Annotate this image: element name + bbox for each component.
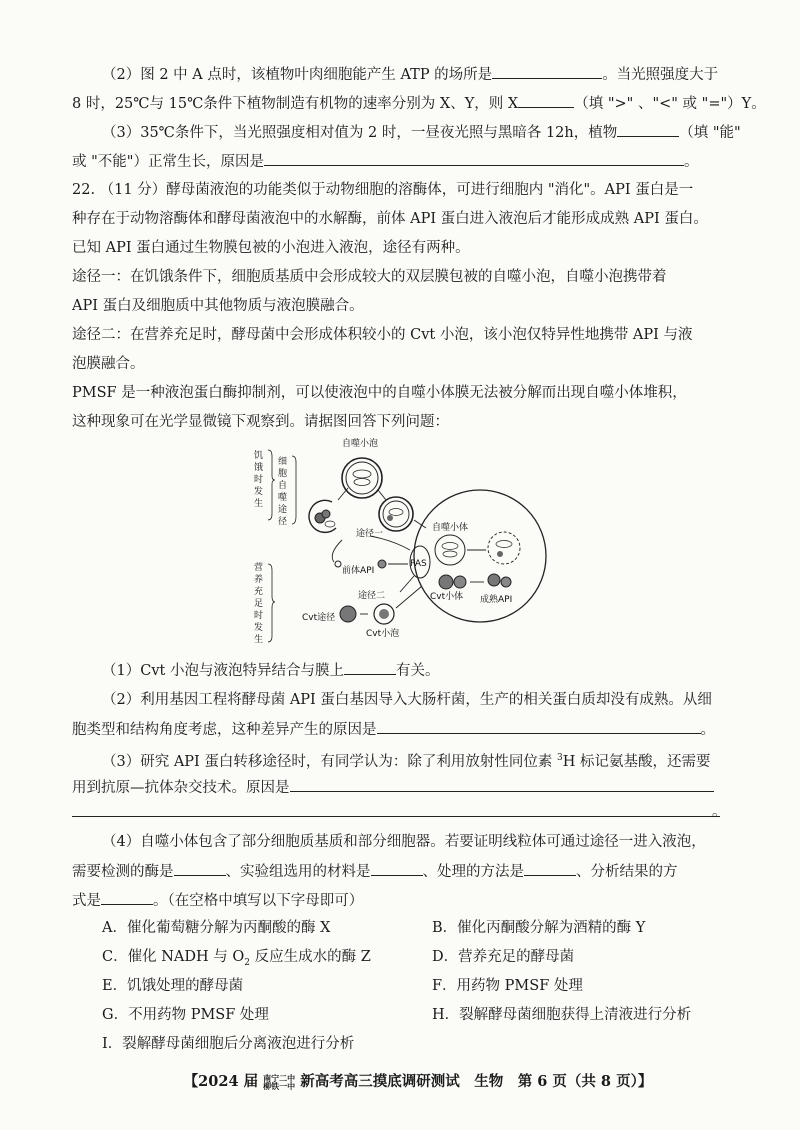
pathway2-label: 途径二: [358, 591, 386, 601]
precursor-label: 前体API: [342, 566, 375, 576]
cvt-path-label: Cvt途径: [302, 613, 336, 623]
school-names: 南宁二中 柳铁一中: [263, 1073, 296, 1091]
q22-intro-7: 泡膜融合。: [72, 356, 145, 372]
answer-blank[interactable]: [344, 660, 396, 675]
cvt-body-label: Cvt小体: [430, 592, 464, 602]
option-i: I．裂解酵母菌细胞后分离液泡进行分析: [102, 1036, 355, 1052]
autophagosome-icon: [379, 497, 413, 531]
s4-line2: 需要检测的酶是 、实验组选用的材料是 、处理的方法是 、分析结果的方: [72, 861, 732, 882]
mature-api-label: 成熟API: [480, 595, 513, 605]
answer-blank[interactable]: [101, 890, 153, 905]
q3-line1: （3）35℃条件下，当光照强度相对值为 2 时，一昼夜光照与黑暗各 12h，植物 （填 "能": [102, 122, 762, 143]
q2-line1: （2）图 2 中 A 点时，该植物叶肉细胞能产生 ATP 的场所是 。当光照强度大于: [102, 64, 762, 85]
hunger-char: 饥: [254, 451, 264, 461]
nutrient-char: 养: [254, 575, 264, 585]
q22-intro-3: 已知 API 蛋白通过生物膜包被的小泡进入液泡，途径有两种。: [72, 240, 470, 256]
autophagic-body-label: 自噬小体: [432, 523, 469, 533]
q2-line2: 8 时，25℃与 15℃条件下植物制造有机物的速率分别为 X、Y，则 X （填 ">" 、"<" 或 "="）Y。: [72, 93, 732, 114]
answer-blank[interactable]: [518, 93, 574, 108]
answer-blank[interactable]: [524, 861, 576, 876]
nutrient-char: 充: [254, 587, 264, 597]
autophagic-body-icon: [435, 535, 465, 565]
q22-intro-1: 22. （11 分）酵母菌液泡的功能类似于动物细胞的溶酶体，可进行细胞内 "消化"。API 蛋白是一: [72, 182, 694, 198]
s1-line: （1）Cvt 小泡与液泡特异结合与膜上 有关。: [102, 660, 762, 681]
answer-blank[interactable]: [174, 861, 226, 876]
q22-intro-5: API 蛋白及细胞质中其他物质与液泡膜融合。: [72, 298, 364, 314]
pathway1-label: 途径一: [356, 529, 384, 539]
s3-line1: （3）研究 API 蛋白转移途径时，有同学认为：除了利用放射性同位素 $^3$H 标记氨基酸，还需要: [102, 753, 711, 770]
option-g: G．不用药物 PMSF 处理: [102, 1007, 269, 1023]
answer-blank[interactable]: [617, 122, 679, 137]
page-footer: 【2024 届 南宁二中 柳铁一中 新高考高三摸底调研测试 生物 第 6 页（共 8 页）】: [183, 1073, 653, 1091]
hunger-char: 生: [254, 499, 264, 509]
s2-line1: （2）利用基因工程将酵母菌 API 蛋白基因导入大肠杆菌，生产的相关蛋白质却没有成熟。从细: [102, 692, 712, 708]
s3-end: 。: [712, 804, 727, 820]
autophagosome-label: 自噬小泡: [342, 439, 379, 449]
nutrient-char: 生: [254, 635, 264, 645]
cyto-char: 胞: [278, 469, 288, 479]
option-b: B．催化丙酮酸分解为酒精的酶 Y: [432, 920, 646, 936]
option-h: H．裂解酵母菌细胞获得上清液进行分析: [432, 1007, 692, 1023]
q22-intro-6: 途径二：在营养充足时，酵母菌中会形成体积较小的 Cvt 小泡，该小泡仅特异性地携带 API 与液: [72, 327, 693, 343]
q22-intro-8: PMSF 是一种液泡蛋白酶抑制剂，可以使液泡中的自噬小体膜无法被分解而出现自噬小体堆积，: [72, 385, 687, 401]
pas-label: PAS: [410, 559, 427, 569]
s4-line3: 式是 。（在空格中填写以下字母即可）: [72, 890, 732, 911]
q22-intro-4: 途径一：在饥饿条件下，细胞质基质中会形成较大的双层膜包被的自噬小泡，自噬小泡携带着: [72, 269, 667, 285]
answer-blank[interactable]: [371, 861, 423, 876]
hunger-char: 饿: [254, 463, 264, 473]
nutrient-char: 营: [254, 563, 264, 573]
cvt-body-icon: [439, 575, 453, 589]
option-d: D．营养充足的酵母菌: [432, 949, 575, 965]
s2-line2: 胞类型和结构角度考虑，这种差异产生的原因是 。: [72, 719, 732, 740]
hunger-char: 时: [254, 475, 264, 485]
cyto-char: 途: [278, 505, 288, 515]
answer-rule[interactable]: [72, 816, 720, 817]
answer-blank[interactable]: [264, 151, 684, 166]
cyto-char: 径: [278, 517, 288, 527]
option-c: C．催化 NADH 与 $O_2$ 反应生成水的酶 Z: [102, 949, 371, 968]
option-a: A．催化葡萄糖分解为丙酮酸的酶 X: [102, 920, 331, 936]
q22-intro-2: 种存在于动物溶酶体和酵母菌液泡中的水解酶，前体 API 蛋白进入液泡后才能形成成熟 API 蛋白。: [72, 211, 708, 227]
api-pathway-diagram: [250, 436, 550, 646]
cyto-char: 细: [278, 457, 288, 467]
nutrient-char: 足: [254, 599, 264, 609]
option-e: E．饥饿处理的酵母菌: [102, 978, 244, 994]
nutrient-char: 发: [254, 623, 264, 633]
cyto-char: 噬: [278, 493, 288, 503]
hunger-brace: [268, 450, 275, 520]
cvt-cluster-icon: [340, 606, 356, 622]
cvt-vesicle-label: Cvt小泡: [366, 629, 400, 639]
answer-blank[interactable]: [290, 777, 714, 792]
cyto-brace: [292, 456, 296, 524]
answer-blank[interactable]: [492, 64, 602, 79]
s4-line1: （4）自噬小体包含了部分细胞质基质和部分细胞器。若要证明线粒体可通过途径一进入液泡，: [102, 834, 706, 850]
s3-line2: 用到抗原—抗体杂交技术。原因是: [72, 777, 732, 798]
hunger-char: 发: [254, 487, 264, 497]
nutrient-char: 时: [254, 611, 264, 621]
q3-line2: 或 "不能"）正常生长，原因是 。: [72, 151, 732, 172]
nutrient-brace: [268, 564, 275, 642]
cyto-char: 自: [278, 481, 288, 491]
option-f: F．用药物 PMSF 处理: [432, 978, 583, 994]
answer-blank[interactable]: [377, 719, 701, 734]
q22-intro-9: 这种现象可在光学显微镜下观察到。请据图回答下列问题：: [72, 414, 449, 430]
